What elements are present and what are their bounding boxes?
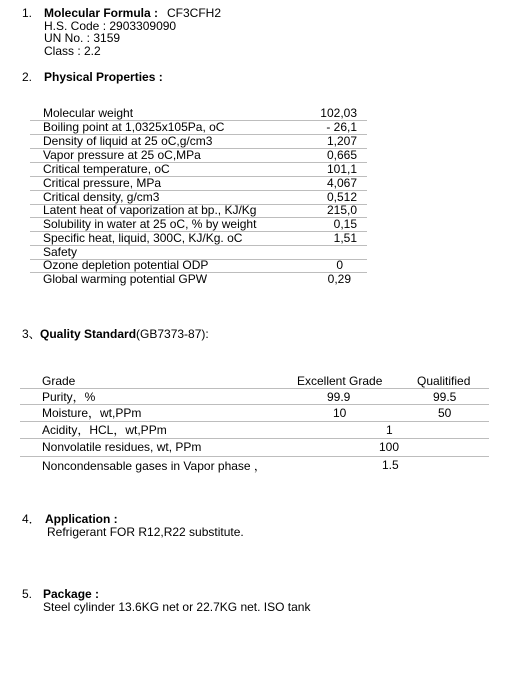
qualified-value: 50 xyxy=(438,406,452,420)
excellent-grade-header: Excellent Grade xyxy=(297,374,383,388)
section-1-number: 1. xyxy=(22,6,33,20)
quality-label: Moisture，wt,PPm xyxy=(42,406,142,420)
quality-label: Acidity，HCL，wt,PPm xyxy=(42,423,167,437)
qualified-value: 99.5 xyxy=(433,390,457,404)
property-value: 0,665 xyxy=(326,148,357,162)
application-text: Refrigerant FOR R12,R22 substitute. xyxy=(47,525,244,539)
quality-row xyxy=(20,405,489,422)
property-value: 4,067 xyxy=(326,176,357,190)
property-value: 0,512 xyxy=(326,190,357,204)
property-label: Safety xyxy=(43,245,78,259)
property-row xyxy=(30,232,367,246)
quality-standard-code: (GB7373-87): xyxy=(136,327,209,341)
property-value: 102,03 xyxy=(320,106,357,120)
property-row xyxy=(30,121,367,135)
hazard-class: Class : 2.2 xyxy=(44,44,101,58)
property-value: 0,29 xyxy=(327,272,351,286)
section-2-number: 2. xyxy=(22,70,33,84)
section-3-title: Quality Standard xyxy=(40,327,137,341)
section-2-title: Physical Properties : xyxy=(44,70,163,84)
property-value: 1,207 xyxy=(326,134,357,148)
property-value: 101,1 xyxy=(326,162,357,176)
molecular-formula: CF3CFH2 xyxy=(167,6,222,20)
excellent-value: 99.9 xyxy=(327,390,351,404)
property-value: - 26,1 xyxy=(326,120,357,134)
property-label: Critical density, g/cm3 xyxy=(43,190,160,204)
property-value: 1,51 xyxy=(333,231,357,245)
property-label: Critical pressure, MPa xyxy=(43,176,162,190)
quality-label: Noncondensable gases in Vapor phase ， xyxy=(42,459,266,473)
property-row xyxy=(30,177,367,191)
property-row xyxy=(30,163,367,177)
property-row xyxy=(30,135,367,149)
quality-row xyxy=(20,439,489,457)
property-value: 0 xyxy=(336,258,343,272)
section-4-title: Application : xyxy=(45,512,118,526)
property-value: 215,0 xyxy=(326,203,357,217)
property-label: Solubility in water at 25 oC, % by weight xyxy=(43,217,257,231)
section-1-title: Molecular Formula : xyxy=(44,6,159,20)
property-label: Global warming potential GPW xyxy=(43,272,208,286)
property-label: Latent heat of vaporization at bp., KJ/Kg xyxy=(43,203,257,217)
excellent-value: 10 xyxy=(333,406,347,420)
package-text: Steel cylinder 13.6KG net or 22.7KG net. ISO tank xyxy=(43,600,311,614)
merged-value: 1.5 xyxy=(382,458,399,472)
property-row xyxy=(30,218,367,232)
section-4-number: 4． xyxy=(22,512,41,526)
quality-row xyxy=(20,422,489,439)
property-label: Vapor pressure at 25 oC,MPa xyxy=(43,148,201,162)
property-row xyxy=(30,204,367,218)
merged-value: 1 xyxy=(386,423,393,437)
section-3-number: 3、 xyxy=(22,327,41,341)
section-5-title: Package : xyxy=(43,587,100,601)
quality-row xyxy=(20,457,489,476)
property-label: Ozone depletion potential ODP xyxy=(43,258,209,272)
property-label: Density of liquid at 25 oC,g/cm3 xyxy=(43,134,213,148)
grade-header: Grade xyxy=(42,374,76,388)
property-row xyxy=(30,149,367,163)
section-3-heading xyxy=(40,327,209,341)
property-label: Molecular weight xyxy=(43,106,134,120)
hs-code: H.S. Code : 2903309090 xyxy=(44,19,177,33)
un-number: UN No. : 3159 xyxy=(44,31,121,45)
quality-header-row xyxy=(20,374,489,389)
property-value: 0,15 xyxy=(333,217,357,231)
quality-label: Purity，% xyxy=(42,390,96,404)
property-row xyxy=(30,273,367,286)
property-label: Boiling point at 1,0325x105Pa, oC xyxy=(43,120,225,134)
qualified-grade-header: Qualitified xyxy=(417,374,471,388)
quality-label: Nonvolatile residues, wt, PPm xyxy=(42,440,202,454)
property-row xyxy=(30,259,367,273)
section-5-number: 5. xyxy=(22,587,33,601)
quality-row xyxy=(20,389,489,405)
property-label: Critical temperature, oC xyxy=(43,162,170,176)
property-row xyxy=(30,107,367,121)
merged-value: 100 xyxy=(379,440,400,454)
property-label: Specific heat, liquid, 300C, KJ/Kg. oC xyxy=(43,231,243,245)
